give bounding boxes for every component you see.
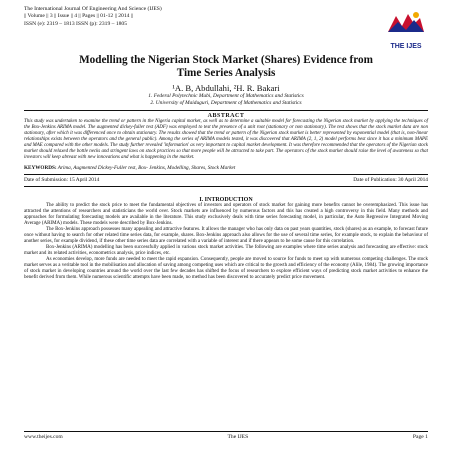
title-line-1: Modelling the Nigerian Stock Market (Shares) Evidence from — [79, 54, 373, 66]
volume-line: || Volume || 3 || Issue || 4 || Pages || 01-12 || 2014 || — [24, 13, 134, 20]
dates-row — [24, 177, 428, 183]
date-submission: Date of Submission: 15 April 2014 — [24, 176, 100, 183]
footer-page-number: Page 1 — [412, 434, 428, 440]
journal-name: The International Journal Of Engineering And Science (IJES) — [24, 6, 162, 12]
abstract-top-rule — [24, 110, 428, 111]
intro-paragraph-3: Box-Jenkins (ARIMA) modelling has been successfully applied in various stock market activities. The following are examples where time series analysis and forecasting are effective: stock market and its related activities, econometrics analysis, price indices, etc. — [24, 244, 428, 256]
intro-paragraph-2: The Box-Jenkins approach possesses many appealing and attractive features. It allows the manager who has only data on past years quantities, stock (shares) as an example, to forecast future once without having to search for other related time series data, for example, shares. Box-Jenkins approach also allows for the use of several time series, for example stock, to explain the behaviour of another series, for example dividend, if these other time series data are correlated with a variable of interest and if there appears to be some cause for this correlation. — [24, 226, 428, 244]
issn-line: ISSN (e): 2319 – 1813 ISSN (p): 2319 – 1805 — [24, 20, 128, 27]
ijes-logo-icon — [384, 8, 428, 38]
abstract-heading: ABSTRACT — [207, 113, 245, 120]
affiliation-2: 2. University of Maiduguri, Department of Mathematics and Statistics — [150, 99, 302, 106]
keywords — [24, 165, 428, 171]
dates-top-rule — [24, 174, 428, 175]
section-heading-introduction: I. INTRODUCTION — [199, 196, 253, 203]
paper-title — [24, 54, 428, 80]
footer-journal: The IJES — [227, 434, 249, 440]
affiliations — [24, 93, 428, 106]
footer-website-link[interactable]: www.theijes.com — [24, 434, 63, 440]
logo-text: THE IJES — [390, 43, 422, 50]
title-line-2: Time Series Analysis — [176, 67, 276, 79]
date-publication: Date of Publication: 30 April 2014 — [353, 176, 428, 183]
abstract-text: This study was undertaken to examine the trend or pattern in the Nigeria capital market, as well as to determine a suitable model for forecasting the Nigerian stock market by applying the techniques of the Box-Jenkins ARIMA model. The augmented dickey-fuller test (ADF) was employed to test the presence of a unit root (stationary or non stationary). The test shows that the stock market data are non stationary, after which it was differenced once to obtain stationary. The results showed that the trend or pattern of the Nigerian stock market is better represented by exponential model (that is, non-linear relationships exists between the operators and the general public). Among the series of ARIMA models tested, it was discovered that ARIMA (2, 1, 2) model performs best since it has a minimum MAPE and MAE compared with the other models. The study further revealed 'information' as very important to capital market development. It was therefore recommended that the operators of the Nigerian stock market should relaxed the bottle necks and stringent laws on stock practices so that more people will be attracted to take part. The operators of the stock market should raise the level of awareness so that investors will keep abreast with new innovations and what is happening in the market. — [24, 119, 428, 161]
authors: ¹A. B, Abdullahi, ²H. R. Bakari — [172, 83, 280, 93]
intro-paragraph-1: The ability to predict the stock price to meet the fundamental objectives of investors and operators of stock market for gaining more benefits cannot be overemphasized. This issue has attracted the attentions of researchers and statisticians the world over. Stock markets are influenced by numerous factors and this has created a high controversy in this field. Many methods and approaches for formulating forecasting models are available in the literature. This study exclusively deals with time series forecasting model, in particular, the Auto Regressive Integrated Moving Average (ARIMA) models. These models were described by Box-Jenkins. — [24, 202, 428, 226]
keywords-label: KEYWORDS: — [24, 164, 57, 171]
paper-page — [24, 6, 428, 281]
affiliation-1: 1. Federal Polytechnic Mubi, Department of Mathematics and Statistics — [148, 93, 304, 99]
page-footer — [24, 431, 428, 440]
journal-logo — [384, 8, 428, 48]
intro-paragraph-4: As economies develop, more funds are needed to meet the rapid expansion. Consequently, people are moved to source for funds to meet up with numerous competing challenges. The stock market serves as a veritable tool in the mobilisation and allocation of saving among competing uses which are critical to the growth and efficiency of the economy (Alile, 1984). The growing importance of stock market in developing countries around the world over the last few decades has shifted the focus of researchers to explore efficient ways of predicting stock market activities to enhance the benefit derived from them. While numerous scientific attempts have been made, no method has been discovered to accurately predict price movement. — [24, 256, 429, 280]
keywords-text: Arima, Augmented Dickey-Fuller test, Box- Jenkins, Modelling, Shares, Stock Market — [56, 164, 236, 171]
dates-bottom-rule — [24, 186, 428, 187]
journal-header — [24, 6, 428, 54]
